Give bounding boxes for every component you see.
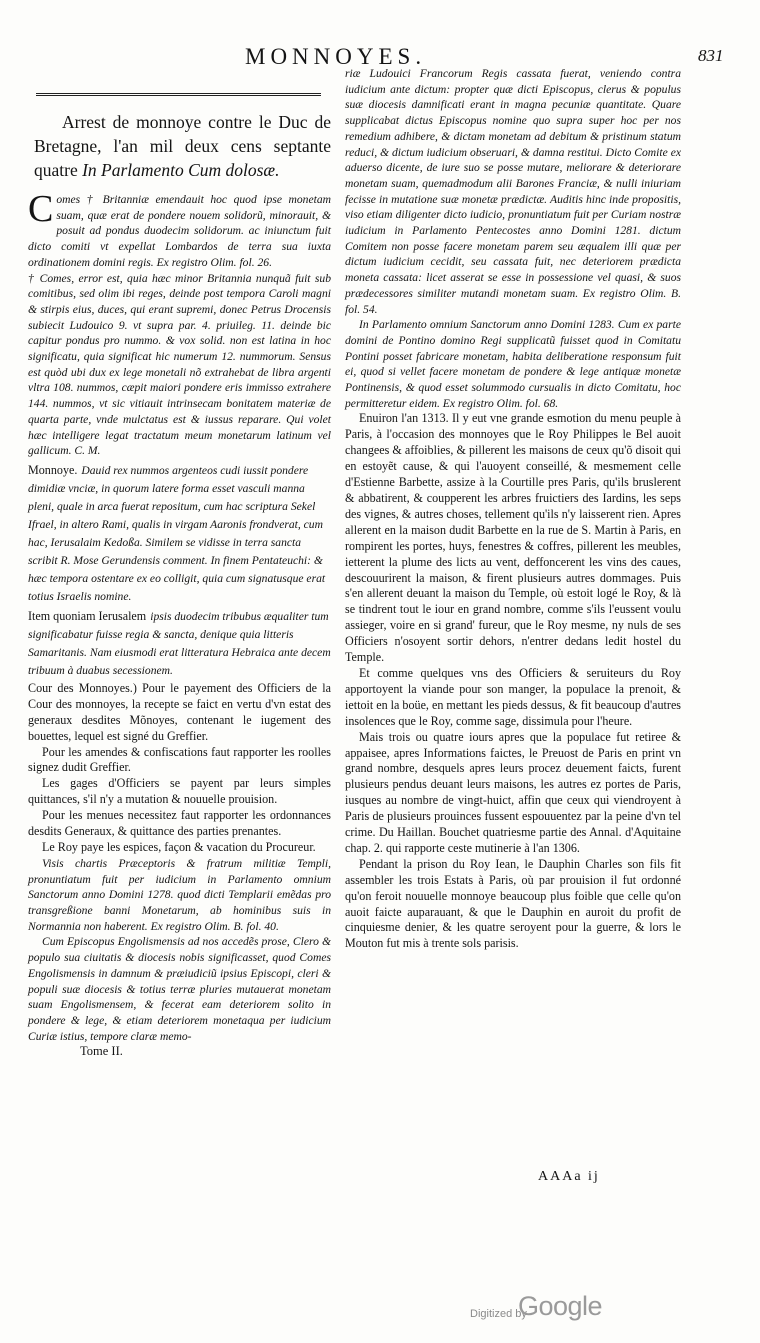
digitized-by-label: Digitized by <box>470 1308 527 1320</box>
paragraph-monnoye <box>28 461 331 605</box>
paragraph-engolismensis: Cum Episcopus Engolismensis ad nos accedẽs prose, Clero & populo sua ciuitatis & diocesis nobis significasset, quod Comes Engolismensis in damnum & præiudiciũ ipsius Episcopi, cleri & populi suæ diocesis & totius terræ pluries mutauerat monetam suam Engolismensem, & fecerat eam deteriorem solito in pondere & lege, & etiam deteriorem monetaqua per iudicium Curiæ istius, tempore claræ memo- <box>28 935 331 1043</box>
paragraph-comes-britanniae: Comes † Britanniæ emendauit hoc quod ipse monetam suam, quæ erat de pondere nouem solidorũ, minorauit, & posuit ad pondus duodecim solidorum. ac iniunctum fuit dicto comiti vt expellat Lombardos de terra sua iuxta ordinationem domini regis. Ex registro Olim. fol. 26. <box>28 188 331 269</box>
paragraph-ludouici: riæ Ludouici Francorum Regis cassata fuerat, veniendo contra iudicium ante dictum: propter quæ dicti Episcopus, clerus & populus suæ diocesis damnificati erant in magna pecuniæ quantitate. Quare supplicabat dictus Episcopus nomine quo supra super hoc per nos remedium adhibere, & dictam monetam ad debitum & pristinum statum reduci, & dictum iudicium obseruari, & damna restitui. Dicto Comite ex aduerso dicente, de iure suo se posse mutare, meliorare & deteriorare monetam suam, quemadmodum alii Barones Franciæ, & nulli iniuriam fecisse in mutatione suæ monetæ prædictæ. Auditis hinc inde propositis, viso etiam diligenter dicto iudicio, pronuntiatum fuit per Curiam nostræ iudicium in Parlamento Pentecostes anno Domini 1281. dictum Comitem non posse facere monetam parem seu æqualem illi quæ per dictum iudicium cecidit, seu cassata fuit, nec deteriorem prædicta moneta cassata: licet asserat se esse in possessione vel quasi, & suos prædecessores similiter mutandi monetam suam. Ex registro Olim. B. fol. 54. <box>345 67 681 316</box>
left-column <box>28 93 331 1060</box>
tome-label: Tome II. <box>80 1044 123 1059</box>
section-heading <box>34 110 331 182</box>
paragraph-ierusalem <box>28 607 331 679</box>
paragraph-comes-note: † Comes, error est, quia hæc minor Britannia nunquã fuit sub comitibus, sed olim ibi reges, deinde post tempora Caroli magni & stirpis eius, duces, qui erant supremi, donec Petrus Drocensis subiecit Ludouico 9. vt supra par. 4. priuileg. 11. deinde bic capitur pondus pro nummo. & vox solid. non est latina in hoc significatu, quia significat hic numerum 12. nummorum. Sensus est quòd ubi dux ex lege monetali nõ extrahebat de libra argenti vltra 108. nummos, cæpit maiori pondere eris immisso extrahere 144. nummos, vt sic vitiauit intrinsecam bonitatem materiæ de quarta parte, vnde mulctatus est & iussus reparare. Qui volet hæc intelligere legat tractatum meum monetarum latinum vel gallicum. C. M. <box>28 271 331 458</box>
paragraph-gages: Les gages d'Officiers se payent par leurs simples quittances, s'il n'y a mutation & nouuelle prouision. <box>28 776 331 807</box>
running-title: MONNOYES. <box>245 44 427 69</box>
heading-main: Arrest de monnoye contre le Duc de Bretagne, l'an mil deux cens septante quatre <box>34 112 331 180</box>
paragraph-pontino: In Parlamento omnium Sanctorum anno Domini 1283. Cum ex parte domini de Pontino domino Regi supplicatũ fuisset quod in Comitatu Pontini posset fabricare monetam, habita deliberatione responsum fuit ei, quod si vellet facere monetam de pondere & lege antiquæ monetæ Pontinensis, & quod esset solummodo cursualis in dicto Comitatu, hoc permitteretur eidem. Ex registro Olim. fol. 68. <box>345 318 681 410</box>
paragraph-menues-necessitez: Pour les menues necessitez faut rapporter les ordonnances desdits Generaux, & quittance des parties prenantes. <box>28 808 331 839</box>
right-column <box>345 66 681 952</box>
page-number: 831 <box>698 46 724 65</box>
heading-italic: In Parlamento Cum dolosæ. <box>82 160 280 180</box>
paragraph-esmotion-1313: Enuiron l'an 1313. Il y eut vne grande esmotion du menu peuple à Paris, à l'occasion des monnoyes que le Roy Philippes le Bel auoit changees & affoiblies, & pillerent les maisons de ceux qu'õ disoit qui en estoyẽt cause, & qui l'auoyent conseillé, & mesmement celle d'Estienne Barbette, assize à la Courtille pres Paris, qu'ils bruslerent & abbatirent, & coupperent les arbres fruictiers des Iardins, les seps des vignes, & autres choses, tellement qu'ils n'y laisserent rien. Apres allerent en la maison dudit Barbette en la rue de S. Martin à Paris, en rompirent les portes, huys, fenestres & coffres, pillerent les meubles, ietterent la plume des licts au vent, deffoncerent les vins des caues, descouurirent la maison, & firent plusieurs autres dommages. Puis s'en allerent deuant la maison du Temple, où estoit logé le Roy, & là se tindrent tout le iour en grand nombre, comme s'ils l'eussent voulu assieger, voire en si grand' fureur, que le Roy mesme, ny nuls de ses Officiers n'osoyent sortir dehors, n'entrer dedans ledit hostel du Temple. <box>345 411 681 665</box>
paragraph-amendes: Pour les amendes & confiscations faut rapporter les roolles signez dudit Greffier. <box>28 744 331 775</box>
paragraph-preuost-de-paris: Mais trois ou quatre iours apres que la populace fut retiree & appaisee, apres Informations faictes, le Preuost de Paris en print vn grand nombre, desquels apres leurs procez deuement faicts, furent plusieurs pendus deuant leurs maisons, les autres ez portes de Paris, iusques au nombre de vingt-huict, affin que ceux qui viendroyent à Paris de plusieurs prouinces fussent espouuentez par la peine d'vn tel crime. Du Haillan. Bouchet quatriesme partie des Annal. d'Aquitaine chap. 2. qui rapporte ceste mutinerie à l'an 1306. <box>345 729 681 855</box>
paragraph-espices: Le Roy paye les espices, façon & vacation du Procureur. <box>42 840 316 855</box>
paragraph-officiers-du-roy: Et comme quelques vns des Officiers & seruiteurs du Roy apportoyent la viande pour son manger, la populace la prenoit, & iettoit en la boüe, en mettant les pieds dessus, & fit beaucoup d'autres insolences que le Roy, comme sage, dissimula pour l'heure. <box>345 665 682 728</box>
heading-rule <box>36 93 321 96</box>
google-logo: Google <box>518 1291 603 1321</box>
ierusalem-text: ipsis duodecim tribubus æqualiter tum significabatur fuisse regia & sancta, denique quia litteris Samaritanis. Nam eiusmodi erat litteratura Hebraica ante decem tribuum à duabus secessionem. <box>28 609 331 677</box>
monnoye-text: Dauid rex nummos argenteos cudi iussit pondere dimidiæ vnciæ, in quorum latere forma esset vasculi manna pleni, quale in arca fuerat repositum, cum hac scriptura Sekel Ifrael, in altero Rami, qualis in virgam Aaronis frondverat, cum hac, Ierusalaim Kedoßa. Similem se vidisse in terra sancta scribit R. Mose Gerundensis comment. In finem Pentateuchi: & hæc tempora ostentare ex eo colligit, quia cum signatusque erat totius Israelis nomine. <box>28 463 326 603</box>
monnoye-label: Monnoye. <box>28 462 78 477</box>
ierusalem-label: Item quoniam Ierusalem <box>28 608 147 623</box>
paragraph-templiers: Visis chartis Præceptoris & fratrum militiæ Templi, pronuntiatum fuit per iudicium in Parlamento omnium Sanctorum anno Domini 1278. quod dicti Templarii emẽdas pro transgreßione banni Monetarum, ab hominibus suis in Normannia non haberent. Ex registro Olim. B. fol. 40. <box>28 856 331 933</box>
signature-mark: AAAa ij <box>538 1169 600 1184</box>
paragraph-cour-des-monnoyes: Cour des Monnoyes.) Pour le payement des Officiers de la Cour des monnoyes, la recepte se faict en vertu d'vn estat des generaux desdites Mõnoyes, contenant le iugement des bouettes, lequel est signé du Greffier. <box>28 680 331 743</box>
paragraph-roy-iean: Pendant la prison du Roy Iean, le Dauphin Charles son fils fit assembler les trois Estats à Paris, où par prouision il fut ordonné qu'on feroit nouuelle monnoye beaucoup plus foible que celle qu'on auoit faicte auparauant, & que le Dauphin en auroit du profit de cinquiesme denier, & les quatre seroyent pour la guerre, & lors le Mouton fut mis à trente sols parisis. <box>345 856 681 951</box>
